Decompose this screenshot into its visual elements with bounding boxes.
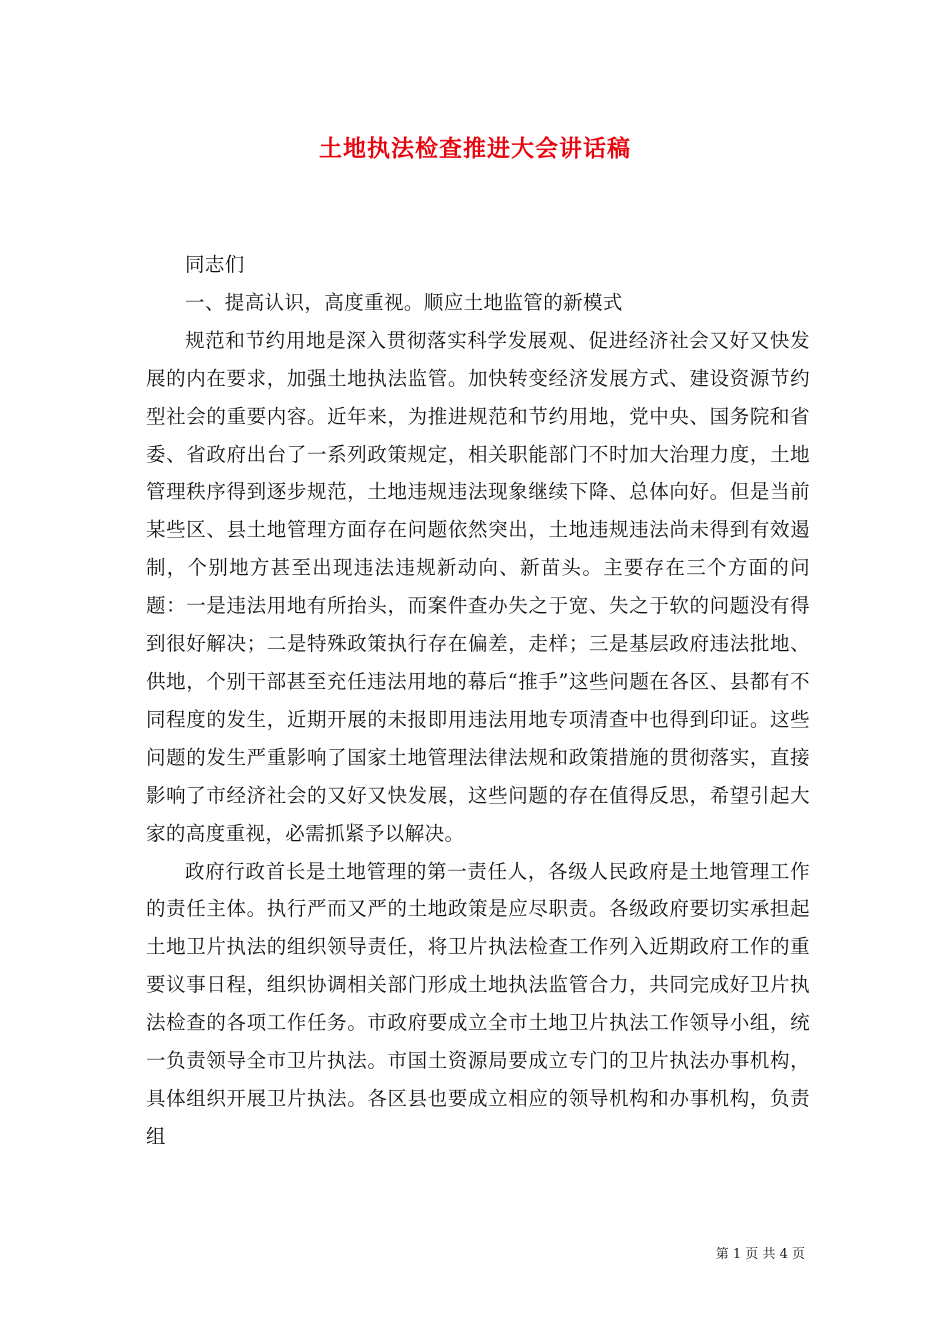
body-paragraph: 政府行政首长是土地管理的第一责任人，各级人民政府是土地管理工作的责任主体。执行严而又严的土地政策是应尽职责。各级政府要切实承担起土地卫片执法的组织领导责任，将卫片执法检查工作列入近期政府工作的重要议事日程，组织协调相关部门形成土地执法监管合力，共同完成好卫片执法检查的各项工作任务。市政府要成立全市土地卫片执法工作领导小组，统一负责领导全市卫片执法。市国土资源局要成立专门的卫片执法办事机构，具体组织开展卫片执法。各区县也要成立相应的领导机构和办事机构，负责组 <box>146 859 810 1148</box>
body-paragraph: 规范和节约用地是深入贯彻落实科学发展观、促进经济社会又好又快发展的内在要求，加强土地执法监管。加快转变经济发展方式、建设资源节约型社会的重要内容。近年来，为推进规范和节约用地，党中央、国务院和省委、省政府出台了一系列政策规定，相关职能部门不时加大治理力度，土地管理秩序得到逐步规范，土地违规违法现象继续下降、总体向好。但是当前某些区、县土地管理方面存在问题依然突出，土地违规违法尚未得到有效遏制，个别地方甚至出现违法违规新动向、新苗头。主要存在三个方面的问题：一是违法用地有所抬头，而案件查办失之于宽、失之于软的问题没有得到很好解决；二是特殊政策执行存在偏差，走样；三是基层政府违法批地、供地，个别干部甚至充任违法用地的幕后“推手”这些问题在各区、县都有不同程度的发生，近期开展的未报即用违法用地专项清查中也得到印证。这些问题的发生严重影响了国家土地管理法律法规和政策措施的贯彻落实，直接影响了市经济社会的又好又快发展，这些问题的存在值得反思，希望引起大家的高度重视，必需抓紧予以解决。 <box>146 328 810 845</box>
document-body <box>146 246 810 1156</box>
section-heading: 一、提高认识，高度重视。顺应土地监管的新模式 <box>185 290 623 314</box>
footer-total-pages: 4 <box>779 1247 788 1262</box>
footer-suffix: 页 <box>791 1247 805 1262</box>
footer-page-number: 1 <box>732 1247 742 1262</box>
footer-middle: 页 共 <box>745 1247 776 1262</box>
document-title: 土地执法检查推进大会讲话稿 <box>319 136 631 162</box>
salutation: 同志们 <box>185 253 245 276</box>
footer-prefix: 第 <box>715 1247 729 1262</box>
page-footer <box>716 1246 805 1264</box>
